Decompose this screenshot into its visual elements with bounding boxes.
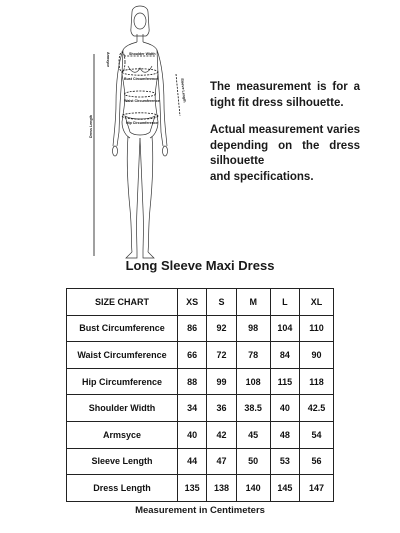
- cell-value: 92: [207, 315, 236, 342]
- body-measurement-diagram: [80, 4, 200, 266]
- header-m: M: [236, 289, 270, 316]
- cell-value: 47: [207, 448, 236, 475]
- cell-value: 36: [207, 395, 236, 422]
- cell-value: 45: [236, 421, 270, 448]
- cell-value: 38.5: [236, 395, 270, 422]
- sleeve-length-label: Sleeve Length: [180, 78, 187, 103]
- hip-circumference-label: Hip Circumference: [126, 121, 158, 125]
- cell-value: 90: [300, 342, 334, 369]
- cell-value: 147: [300, 475, 334, 502]
- fit-note: [210, 80, 360, 185]
- note-line-3: and specifications.: [210, 170, 314, 183]
- note-line-2: Actual measurement varies depending on the dress silhouette: [210, 124, 360, 167]
- header-xl: XL: [300, 289, 334, 316]
- dress-length-label: Dress Length: [89, 115, 93, 138]
- row-label: Bust Circumference: [67, 315, 178, 342]
- body-outline-illustration: [80, 4, 200, 266]
- table-row: [67, 368, 334, 395]
- cell-value: 138: [207, 475, 236, 502]
- cell-value: 44: [178, 448, 207, 475]
- cell-value: 86: [178, 315, 207, 342]
- table-row: [67, 395, 334, 422]
- row-label: Dress Length: [67, 475, 178, 502]
- note-line-1: The measurement is for a tight fit dress silhouette.: [210, 81, 360, 109]
- table-header-row: [67, 289, 334, 316]
- cell-value: 66: [178, 342, 207, 369]
- cell-value: 40: [178, 421, 207, 448]
- header-xs: XS: [178, 289, 207, 316]
- cell-value: 135: [178, 475, 207, 502]
- cell-value: 98: [236, 315, 270, 342]
- row-label: Shoulder Width: [67, 395, 178, 422]
- row-label: Sleeve Length: [67, 448, 178, 475]
- cell-value: 48: [270, 421, 299, 448]
- cell-value: 145: [270, 475, 299, 502]
- cell-value: 108: [236, 368, 270, 395]
- cell-value: 115: [270, 368, 299, 395]
- armsyce-label: Armsyce: [106, 52, 110, 68]
- cell-value: 50: [236, 448, 270, 475]
- cell-value: 42.5: [300, 395, 334, 422]
- size-chart-table: [66, 288, 334, 502]
- cell-value: 99: [207, 368, 236, 395]
- header-l: L: [270, 289, 299, 316]
- table-row: [67, 315, 334, 342]
- cell-value: 40: [270, 395, 299, 422]
- cell-value: 118: [300, 368, 334, 395]
- cell-value: 72: [207, 342, 236, 369]
- row-label: Hip Circumference: [67, 368, 178, 395]
- cell-value: 42: [207, 421, 236, 448]
- header-s: S: [207, 289, 236, 316]
- cell-value: 53: [270, 448, 299, 475]
- cell-value: 54: [300, 421, 334, 448]
- cell-value: 104: [270, 315, 299, 342]
- cell-value: 78: [236, 342, 270, 369]
- table-row: [67, 475, 334, 502]
- table-row: [67, 421, 334, 448]
- table-row: [67, 342, 334, 369]
- header-size-chart: SIZE CHART: [67, 289, 178, 316]
- bust-circumference-label: Bust Circumference: [124, 77, 159, 81]
- waist-circumference-label: Waist Circumference: [124, 99, 160, 103]
- units-footer: Measurement in Centimeters: [135, 505, 265, 516]
- table-row: [67, 448, 334, 475]
- page-title: Long Sleeve Maxi Dress: [125, 258, 275, 273]
- cell-value: 88: [178, 368, 207, 395]
- cell-value: 56: [300, 448, 334, 475]
- cell-value: 110: [300, 315, 334, 342]
- shoulder-width-label: Shoulder Width: [129, 52, 156, 56]
- cell-value: 84: [270, 342, 299, 369]
- cell-value: 140: [236, 475, 270, 502]
- row-label: Armsyce: [67, 421, 178, 448]
- cell-value: 34: [178, 395, 207, 422]
- row-label: Waist Circumference: [67, 342, 178, 369]
